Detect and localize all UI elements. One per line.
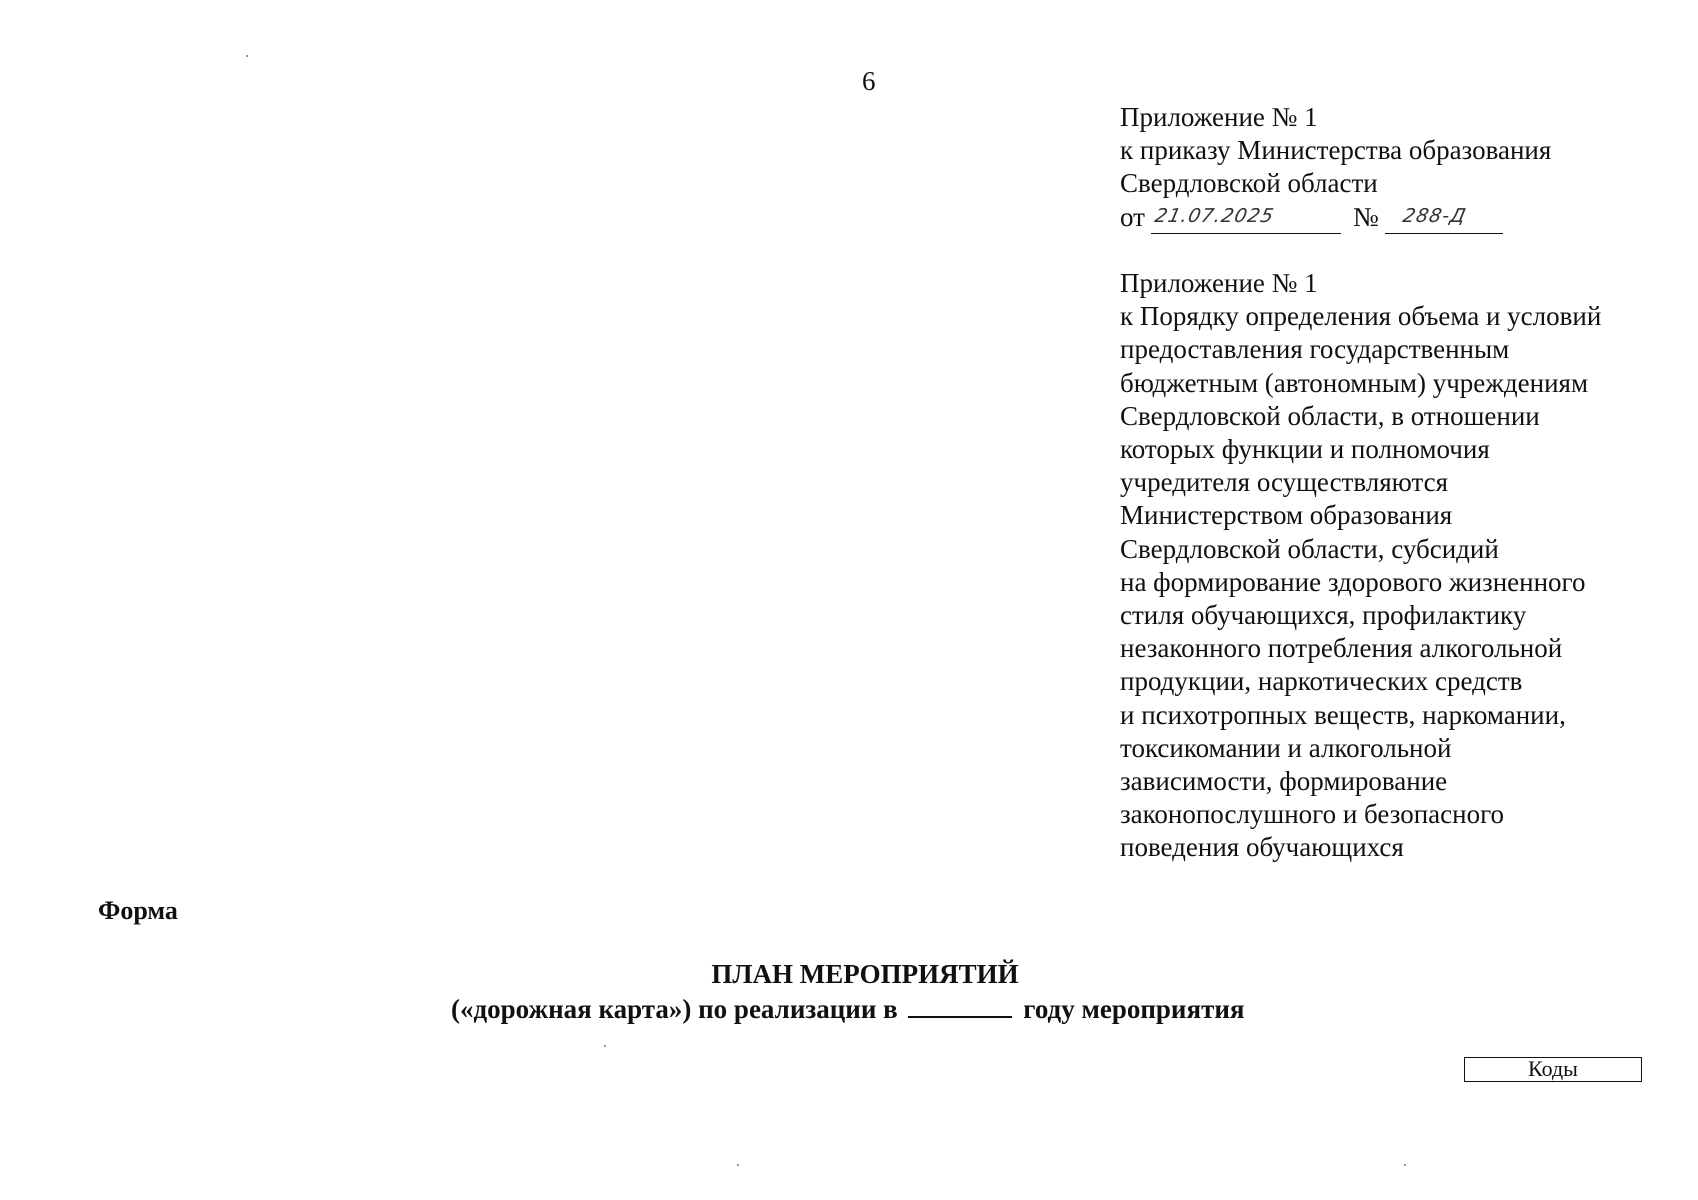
order-appendix-block: [1120, 101, 1551, 234]
scan-speck: [1404, 1164, 1406, 1166]
plan-subtitle-before: («дорожная карта») по реализации в: [451, 994, 898, 1024]
procedure-appendix-line: учредителя осуществляются: [1120, 467, 1448, 498]
procedure-appendix-line: законопослушного и безопасного: [1120, 799, 1504, 830]
procedure-appendix-line: стиля обучающихся, профилактику: [1120, 600, 1527, 631]
procedure-appendix-line: Свердловской области, в отношении: [1120, 400, 1540, 431]
handwritten-number: 288-Д: [1400, 204, 1469, 227]
procedure-appendix-line: предоставления государственным: [1120, 334, 1510, 365]
procedure-appendix-line: бюджетным (автономным) учреждениям: [1120, 367, 1589, 398]
page-number: 6: [862, 66, 876, 96]
procedure-appendix-line: и психотропных веществ, наркомании,: [1120, 699, 1566, 730]
scan-speck: [246, 55, 248, 57]
plan-title: ПЛАН МЕРОПРИЯТИЙ: [711, 959, 1019, 989]
handwritten-date: 21.07.2025: [1152, 204, 1277, 227]
order-appendix-line: Приложение № 1: [1120, 102, 1318, 132]
order-appendix-line: Свердловской области: [1120, 168, 1378, 199]
procedure-appendix-line: незаконного потребления алкогольной: [1120, 633, 1563, 664]
codes-box: Коды: [1464, 1057, 1642, 1082]
procedure-appendix-line: Министерством образования: [1120, 500, 1453, 531]
procedure-appendix-line: на формирование здорового жизненного: [1120, 566, 1586, 597]
order-date-number-line: [1120, 201, 1551, 234]
scan-speck: [737, 1164, 739, 1166]
year-blank-field: [908, 994, 1012, 1018]
form-label: Форма: [98, 896, 178, 925]
plan-subtitle: [451, 994, 1245, 1025]
procedure-appendix-line: Свердловской области, субсидий: [1120, 533, 1499, 564]
procedure-appendix-line: которых функции и полномочия: [1120, 434, 1490, 465]
procedure-appendix-line: токсикомании и алкогольной: [1120, 732, 1452, 763]
plan-subtitle-after: году мероприятия: [1023, 994, 1245, 1024]
procedure-appendix-line: Приложение № 1: [1120, 268, 1318, 298]
order-appendix-line: к приказу Министерства образования: [1120, 135, 1552, 166]
date-field: [1151, 204, 1341, 234]
procedure-appendix-block: [1120, 267, 1601, 865]
number-field: [1385, 204, 1503, 234]
scan-speck: [604, 1045, 606, 1047]
procedure-appendix-line: к Порядку определения объема и условий: [1120, 301, 1602, 332]
procedure-appendix-line: продукции, наркотических средств: [1120, 666, 1523, 697]
from-label: от: [1120, 201, 1145, 232]
procedure-appendix-line: поведения обучающихся: [1120, 832, 1404, 863]
number-label: №: [1352, 201, 1379, 232]
procedure-appendix-line: зависимости, формирование: [1120, 766, 1448, 797]
